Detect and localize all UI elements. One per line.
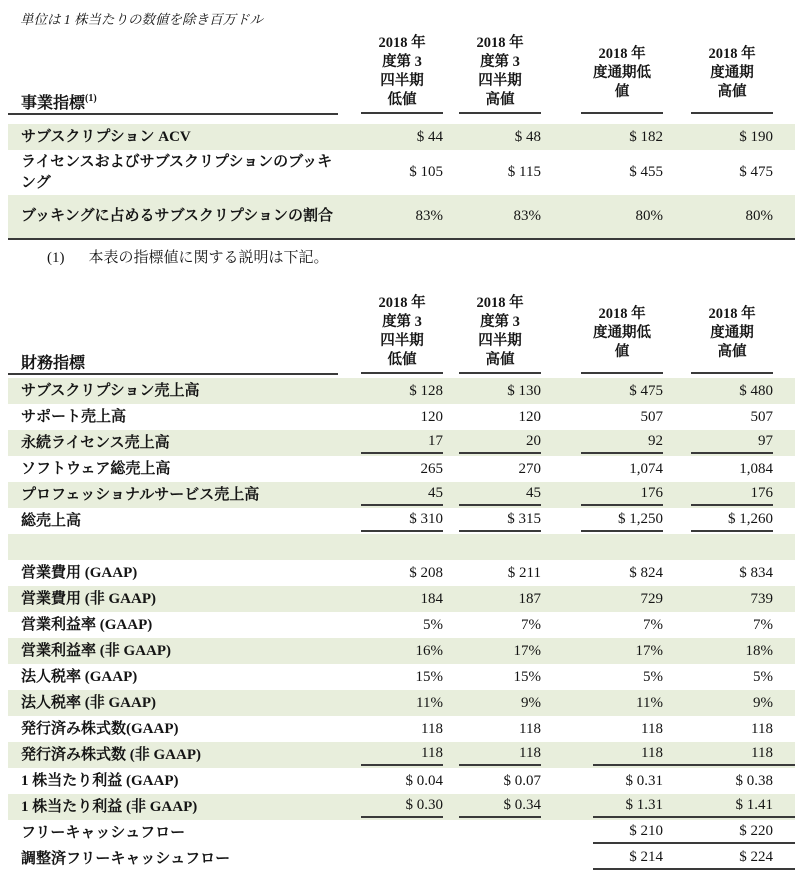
metric-label: 1 株当たり利益 (非 GAAP) — [8, 794, 338, 820]
table-row — [8, 794, 795, 820]
value-q3-low: $ 128 — [338, 378, 451, 404]
value-fy-low: 5% — [643, 668, 663, 685]
value-fy-pair — [549, 742, 795, 768]
value-fy-high: 118 — [751, 720, 773, 737]
value-q3-high: 15% — [513, 668, 541, 685]
table-row — [8, 742, 795, 768]
value-fy-low: 729 — [549, 586, 671, 612]
footnote-marker: (1) — [47, 250, 65, 266]
value-q3-low: $ 208 — [409, 564, 443, 581]
value-fy-high: 507 — [750, 408, 773, 425]
table-row — [8, 612, 795, 638]
table-row — [8, 690, 795, 716]
value-fy-high: 1,084 — [739, 460, 773, 477]
value-fy-low: 507 — [640, 408, 663, 425]
value-fy-high: $ 480 — [671, 378, 795, 404]
table-row — [8, 768, 795, 794]
value-q3-low: $ 0.30 — [338, 794, 451, 820]
value-q3-low: 83% — [338, 195, 451, 239]
metric-label: 営業費用 (GAAP) — [21, 564, 138, 581]
value-fy-low: 92 — [549, 430, 671, 456]
value-fy-low: $ 182 — [549, 124, 671, 150]
value-q3-low — [338, 846, 451, 872]
value-q3-low: 17 — [338, 430, 451, 456]
value-fy-low: $ 475 — [549, 378, 671, 404]
table-row — [8, 560, 795, 586]
financial-metrics-table — [8, 287, 795, 872]
value-fy-high: $ 1,260 — [671, 508, 795, 534]
value-fy-low: $ 0.31 — [625, 772, 663, 789]
metric-label: サポート売上高 — [21, 408, 127, 425]
metric-label: 総売上高 — [21, 512, 82, 529]
metric-label: フリーキャッシュフロー — [21, 824, 186, 841]
table-row — [8, 378, 795, 404]
table-row — [8, 820, 795, 846]
metric-label: 1 株当たり利益 (GAAP) — [21, 772, 179, 789]
value-q3-high: $ 315 — [451, 508, 549, 534]
financial-table-title: 財務指標 — [8, 287, 338, 374]
value-q3-low: 16% — [338, 638, 451, 664]
table-row — [8, 404, 795, 430]
value-fy-high: $ 834 — [739, 564, 773, 581]
value-fy-low: $ 455 — [629, 164, 663, 180]
value-q3-high: 20 — [451, 430, 549, 456]
value-q3-high: 187 — [451, 586, 549, 612]
value-fy-pair — [549, 846, 795, 872]
value-fy-low: 118 — [641, 720, 663, 737]
value-q3-high: 7% — [521, 616, 541, 633]
table-row — [8, 846, 795, 872]
column-header-q3-low: 2018 年 度第 3 四半期 低値 — [338, 34, 451, 114]
metric-label: ライセンスおよびサブスクリプションのブッキング — [21, 153, 333, 191]
value-fy-low: $ 210 — [629, 823, 663, 839]
metric-label: 法人税率 (GAAP) — [21, 668, 138, 685]
value-q3-high: $ 0.07 — [503, 772, 541, 789]
metric-label: 営業利益率 (非 GAAP) — [8, 638, 338, 664]
value-fy-high: 5% — [753, 668, 773, 685]
value-q3-low: 120 — [420, 408, 443, 425]
metric-label: 法人税率 (非 GAAP) — [8, 690, 338, 716]
value-q3-low — [338, 820, 451, 846]
value-q3-low: 118 — [421, 720, 443, 737]
business-metrics-table — [8, 34, 795, 240]
value-q3-high: 118 — [519, 720, 541, 737]
table-row — [8, 508, 795, 534]
value-q3-low: $ 105 — [409, 164, 443, 180]
value-fy-high: $ 475 — [739, 164, 773, 180]
empty-row — [8, 534, 795, 560]
value-fy-high: 80% — [671, 195, 795, 239]
metric-label: 発行済み株式数 (非 GAAP) — [8, 742, 338, 768]
metric-label: サブスクリプション ACV — [8, 124, 338, 150]
value-q3-low: $ 0.04 — [405, 772, 443, 789]
table-row — [8, 638, 795, 664]
value-fy-pair — [549, 820, 795, 846]
value-q3-low: 5% — [423, 616, 443, 633]
spacer-row — [8, 534, 795, 560]
business-table-title — [8, 34, 338, 114]
column-header-fy-high: 2018 年 度通期 高値 — [671, 287, 795, 374]
value-fy-high: $ 1.41 — [735, 797, 773, 813]
value-fy-low: $ 214 — [629, 849, 663, 865]
table-row — [8, 482, 795, 508]
financial-table-header-row — [8, 287, 795, 374]
column-header-fy-low: 2018 年 度通期低 値 — [549, 287, 671, 374]
value-q3-high: $ 48 — [451, 124, 549, 150]
spacer-row — [8, 114, 795, 124]
table-row — [8, 664, 795, 690]
value-fy-high: 118 — [751, 745, 773, 761]
column-header-fy-high: 2018 年 度通期 高値 — [671, 34, 795, 114]
value-q3-high: 118 — [451, 742, 549, 768]
column-header-fy-low: 2018 年 度通期低 値 — [549, 34, 671, 114]
value-fy-high: $ 190 — [671, 124, 795, 150]
value-fy-high: 9% — [671, 690, 795, 716]
value-q3-high: 270 — [518, 460, 541, 477]
table-row — [8, 586, 795, 612]
document-page — [0, 8, 800, 866]
value-q3-high — [451, 846, 549, 872]
table-row — [8, 150, 795, 195]
table-row — [8, 430, 795, 456]
column-header-q3-low: 2018 年 度第 3 四半期 低値 — [338, 287, 451, 374]
value-fy-low: $ 1,250 — [549, 508, 671, 534]
value-q3-low: $ 310 — [338, 508, 451, 534]
value-q3-high — [451, 820, 549, 846]
value-q3-low: $ 44 — [338, 124, 451, 150]
value-q3-low: 184 — [338, 586, 451, 612]
business-table-title-text: 事業指標 — [21, 95, 86, 112]
column-header-q3-high: 2018 年 度第 3 四半期 高値 — [451, 287, 549, 374]
units-note: 単位は 1 株当たりの数値を除き百万ドル — [20, 12, 263, 27]
value-q3-low: 265 — [420, 460, 443, 477]
value-fy-high: $ 220 — [739, 823, 773, 839]
value-fy-high: 176 — [671, 482, 795, 508]
metric-label: ソフトウェア総売上高 — [21, 460, 171, 477]
value-q3-high: $ 130 — [451, 378, 549, 404]
value-fy-low: $ 824 — [629, 564, 663, 581]
value-q3-low: 118 — [338, 742, 451, 768]
value-q3-high: 83% — [451, 195, 549, 239]
business-table-header-row — [8, 34, 795, 114]
value-fy-low: 7% — [643, 616, 663, 633]
value-q3-high: 120 — [518, 408, 541, 425]
column-header-q3-high: 2018 年 度第 3 四半期 高値 — [451, 34, 549, 114]
value-q3-high: 17% — [451, 638, 549, 664]
metric-label: 永続ライセンス売上高 — [8, 430, 338, 456]
value-fy-high: $ 0.38 — [735, 772, 773, 789]
value-fy-high: 97 — [671, 430, 795, 456]
value-fy-high: 7% — [753, 616, 773, 633]
footnote-text: 本表の指標値に関する説明は下記。 — [88, 250, 329, 266]
value-fy-low: $ 1.31 — [625, 797, 663, 813]
metric-label: 営業費用 (非 GAAP) — [8, 586, 338, 612]
value-fy-low: 11% — [549, 690, 671, 716]
value-fy-low: 17% — [549, 638, 671, 664]
metric-label: プロフェッショナルサービス売上高 — [8, 482, 338, 508]
value-q3-low: 11% — [338, 690, 451, 716]
metric-label: 発行済み株式数(GAAP) — [21, 720, 179, 737]
value-fy-high: 18% — [671, 638, 795, 664]
value-q3-high: $ 115 — [507, 164, 541, 180]
value-q3-high: 9% — [451, 690, 549, 716]
table-row — [8, 716, 795, 742]
value-fy-high: $ 224 — [739, 849, 773, 865]
value-fy-pair — [549, 794, 795, 820]
value-fy-low: 1,074 — [629, 460, 663, 477]
metric-label: 営業利益率 (GAAP) — [21, 616, 153, 633]
value-fy-low: 176 — [549, 482, 671, 508]
value-q3-high: $ 211 — [507, 564, 541, 581]
table-row — [8, 195, 795, 239]
table-row — [8, 124, 795, 150]
value-fy-low: 80% — [549, 195, 671, 239]
value-fy-low: 118 — [641, 745, 663, 761]
value-q3-low: 45 — [338, 482, 451, 508]
value-q3-low: 15% — [415, 668, 443, 685]
footnote-ref: (1) — [85, 93, 97, 104]
value-q3-high: $ 0.34 — [451, 794, 549, 820]
metric-label: サブスクリプション売上高 — [8, 378, 338, 404]
table-row — [8, 456, 795, 482]
footnote — [47, 246, 800, 267]
metric-label: ブッキングに占めるサブスクリプションの割合 — [8, 195, 338, 239]
value-q3-high: 45 — [451, 482, 549, 508]
metric-label: 調整済フリーキャッシュフロー — [21, 850, 231, 867]
value-fy-high: 739 — [671, 586, 795, 612]
